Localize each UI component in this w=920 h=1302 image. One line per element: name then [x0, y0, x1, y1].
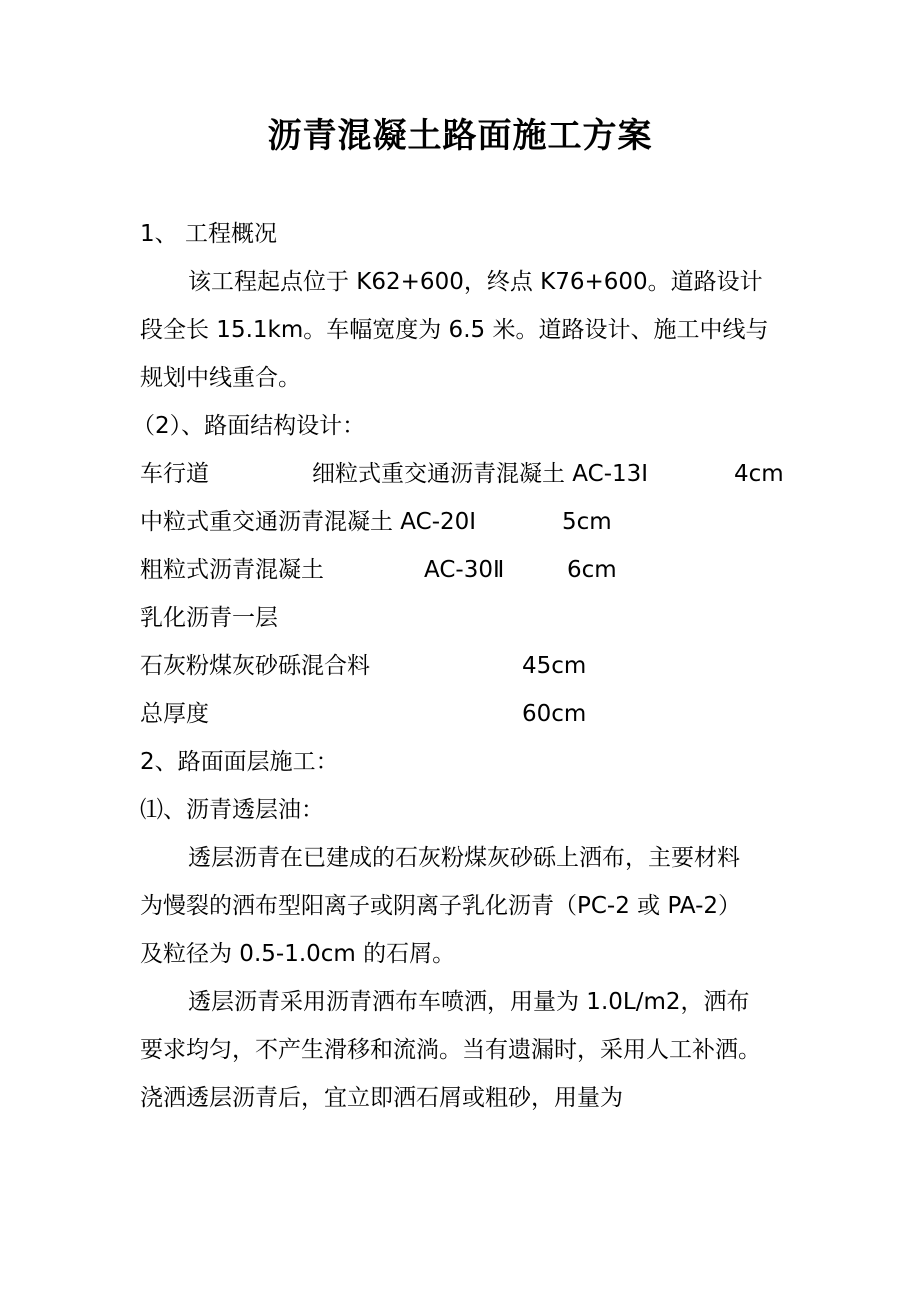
section-2-paragraph-2-line-3: 浇洒透层沥青后，宜立即洒石屑或粗砂，用量为 — [140, 1085, 623, 1111]
structure-row-5-thickness: 45cm — [522, 653, 587, 679]
section-2-paragraph-1-line-3: 及粒径为 0.5-1.0cm 的石屑。 — [140, 941, 456, 967]
structure-row-3-code: AC-30Ⅱ — [424, 557, 505, 583]
structure-row-1-thickness: 4cm — [734, 461, 784, 487]
structure-row-6-name: 总厚度 — [140, 701, 209, 727]
structure-row-1-name: 车行道 — [140, 461, 209, 487]
document-title: 沥青混凝土路面施工方案 — [267, 116, 653, 156]
section-1-paragraph-line-1: 该工程起点位于 K62+600，终点 K76+600。道路设计 — [188, 269, 763, 295]
section-1-heading: 1、 工程概况 — [140, 221, 277, 247]
section-1-paragraph-line-3: 规划中线重合。 — [140, 365, 301, 391]
section-2-paragraph-1-line-2: 为慢裂的洒布型阳离子或阴离子乳化沥青（PC-2 或 PA-2） — [140, 893, 742, 919]
structure-row-3-thickness: 6cm — [567, 557, 617, 583]
section-2-heading: 2、路面面层施工： — [140, 749, 339, 775]
structure-row-2-name: 中粒式重交通沥青混凝土 AC-20I — [140, 509, 477, 535]
section-2-paragraph-2-line-1: 透层沥青采用沥青洒布车喷洒，用量为 1.0L/m2，洒布 — [188, 989, 750, 1015]
structure-row-3-name: 粗粒式沥青混凝土 — [140, 557, 324, 583]
structure-heading: （2）、路面结构设计： — [132, 413, 366, 439]
section-2-paragraph-1-line-1: 透层沥青在已建成的石灰粉煤灰砂砾上洒布，主要材料 — [188, 845, 740, 871]
structure-row-2-thickness: 5cm — [562, 509, 612, 535]
section-2-subheading: ⑴、沥青透层油： — [140, 797, 324, 823]
structure-row-4-name: 乳化沥青一层 — [140, 605, 278, 631]
structure-row-5-name: 石灰粉煤灰砂砾混合料 — [140, 653, 370, 679]
structure-row-1-material: 细粒式重交通沥青混凝土 AC-13I — [312, 461, 649, 487]
section-1-paragraph-line-2: 段全长 15.1km。车幅宽度为 6.5 米。道路设计、施工中线与 — [140, 317, 769, 343]
section-2-paragraph-2-line-2: 要求均匀，不产生滑移和流淌。当有遗漏时，采用人工补洒。 — [140, 1037, 761, 1063]
structure-row-6-thickness: 60cm — [522, 701, 587, 727]
